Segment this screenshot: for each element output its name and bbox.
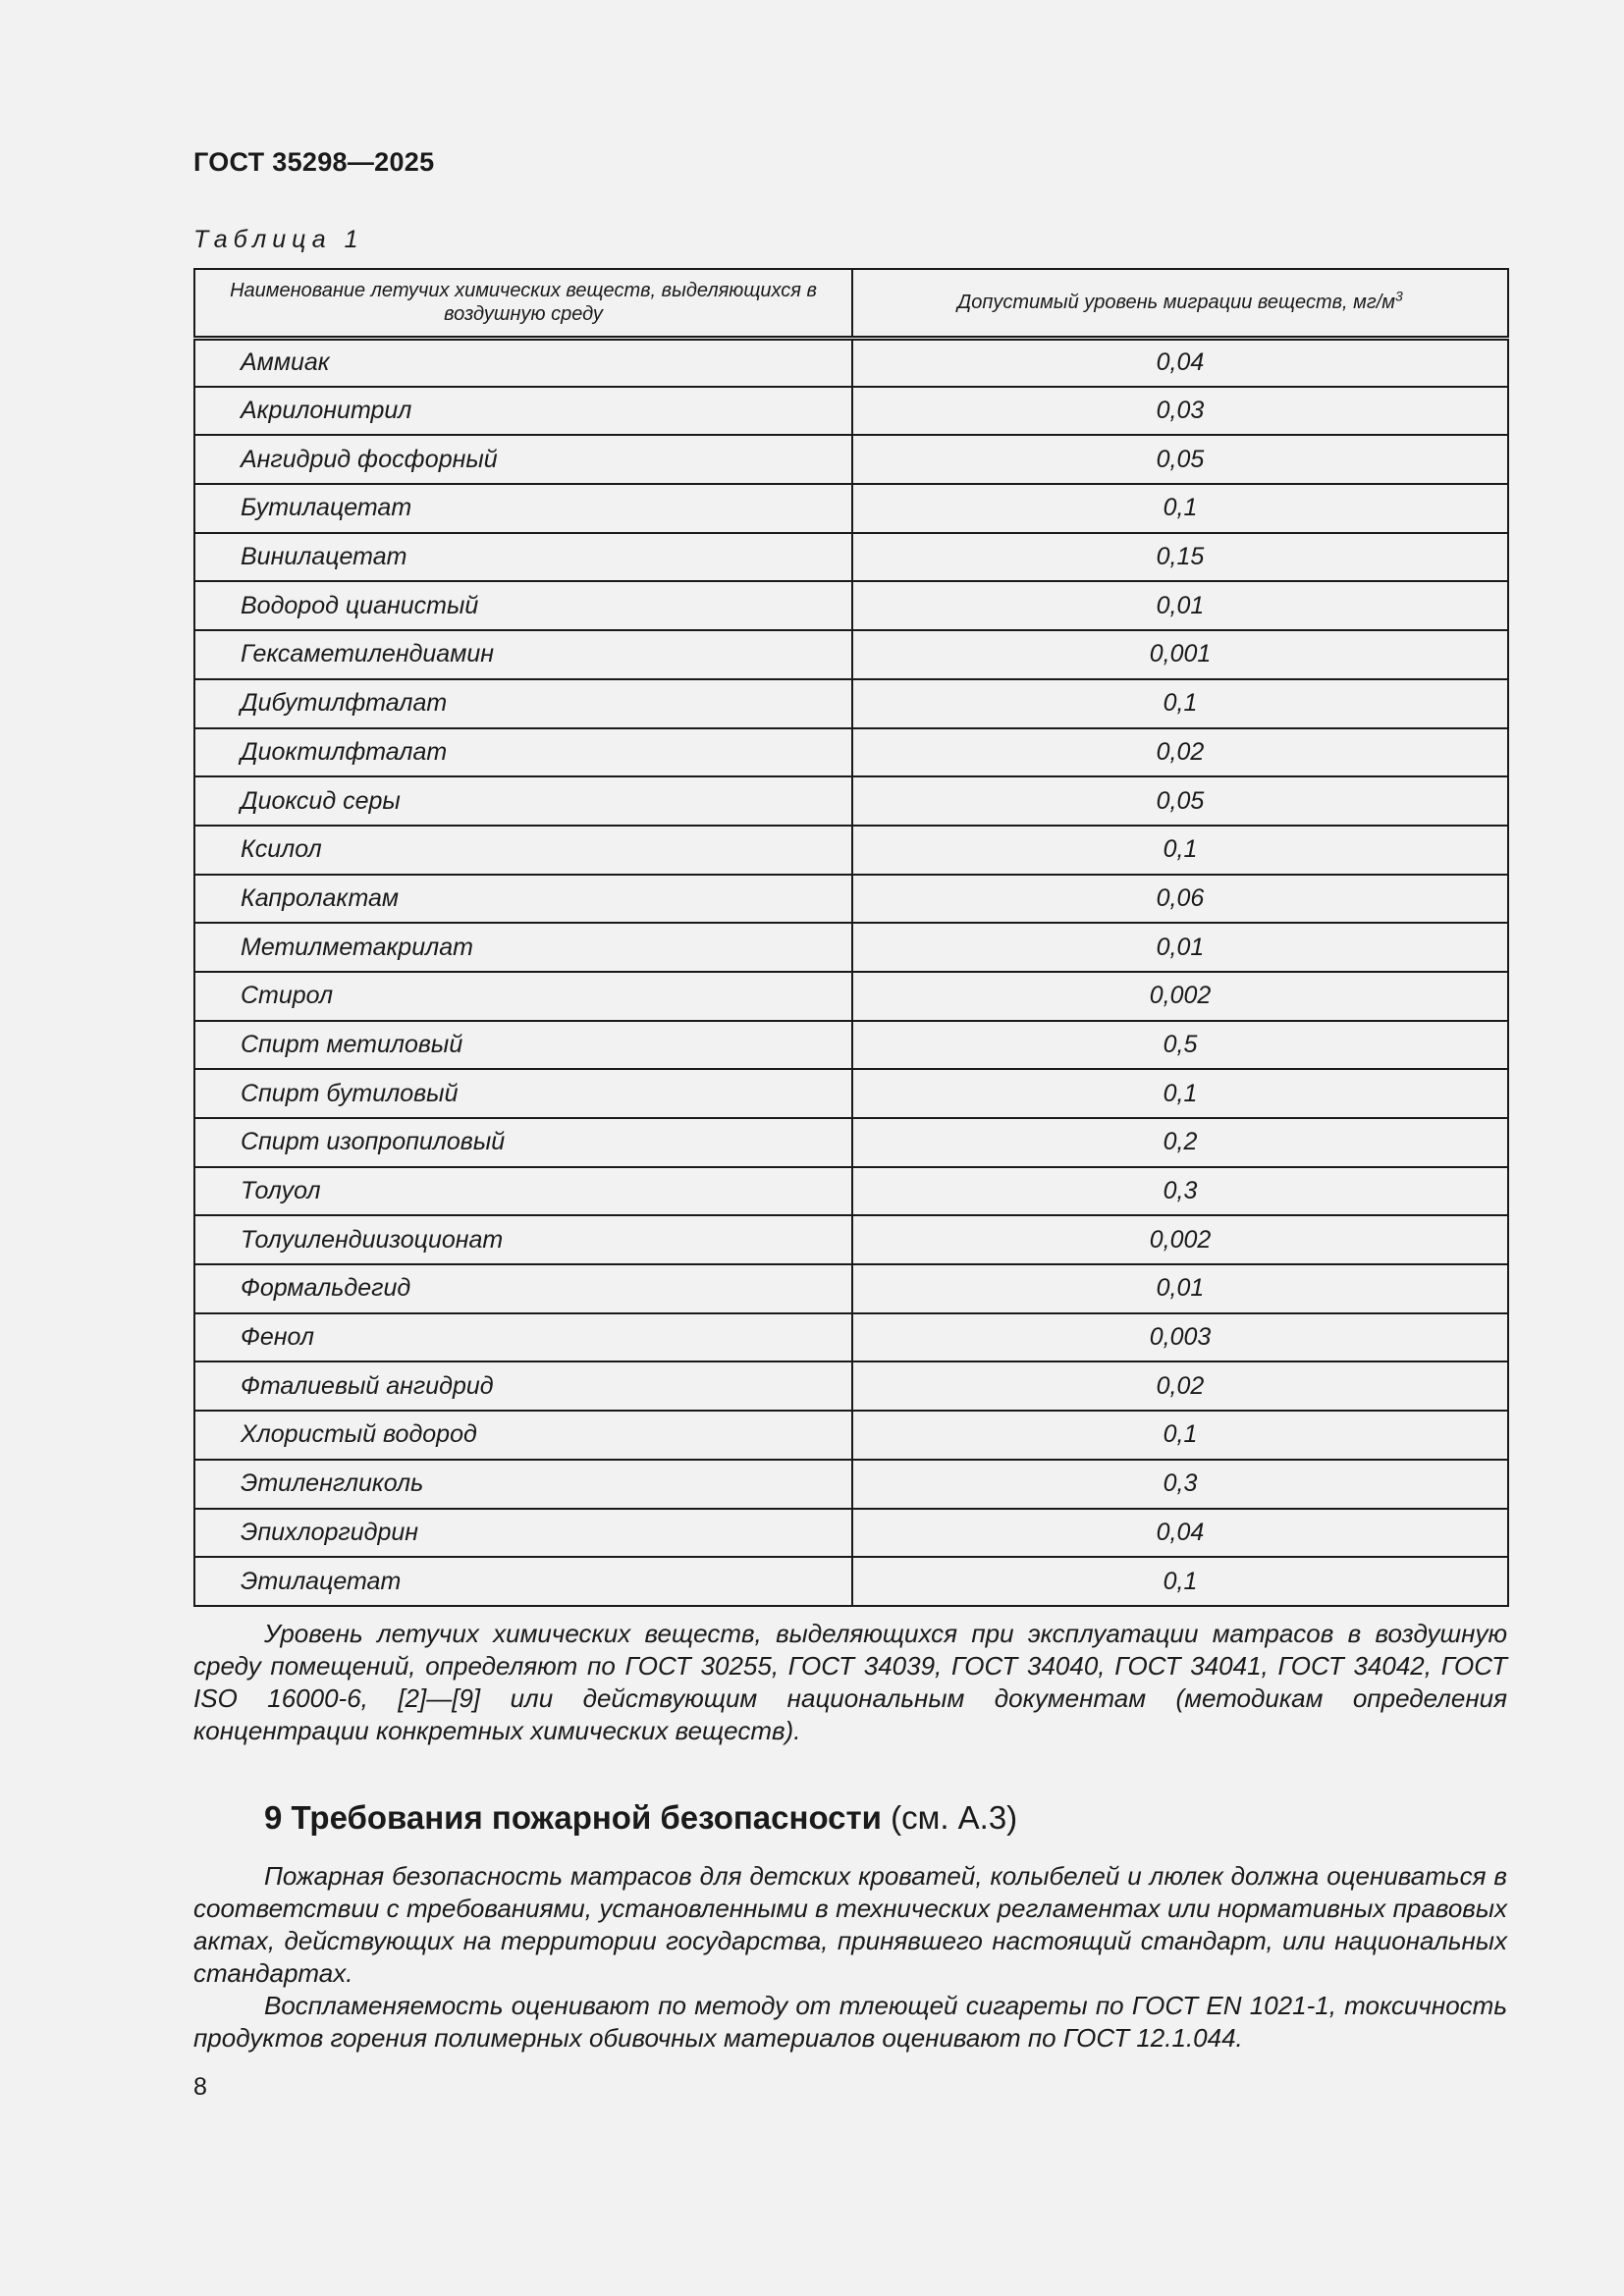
migration-level-cell: 0,02 (852, 1362, 1508, 1411)
substance-name-cell: Толуол (194, 1167, 852, 1216)
substance-name-cell: Этилацетат (194, 1557, 852, 1606)
table-row (194, 484, 1508, 533)
substance-name-cell: Толуилендиизоционат (194, 1215, 852, 1264)
migration-level-cell: 0,3 (852, 1460, 1508, 1509)
substance-name-cell: Ангидрид фосфорный (194, 435, 852, 484)
substance-name-cell: Капролактам (194, 875, 852, 924)
migration-level-cell: 0,002 (852, 1215, 1508, 1264)
table-row (194, 972, 1508, 1021)
table-row (194, 1021, 1508, 1070)
substance-name-cell: Диоксид серы (194, 776, 852, 826)
substance-name-cell: Акрилонитрил (194, 387, 852, 436)
migration-level-cell: 0,001 (852, 630, 1508, 679)
table-row (194, 1215, 1508, 1264)
substance-name-cell: Бутилацетат (194, 484, 852, 533)
table-body (194, 338, 1508, 1606)
table-row (194, 338, 1508, 387)
paragraph-fire-safety: Пожарная безопасность матрасов для детских кроватей, колыбелей и люлек должна оцениваться в соответствии с требованиями, установленными в технических регламентах или нормативных правовых актах, действующих на территории государства, принявшего настоящий стандарт, или национальных стандартах. (193, 1861, 1507, 1988)
migration-level-cell: 0,02 (852, 728, 1508, 777)
migration-level-cell: 0,1 (852, 484, 1508, 533)
table-row (194, 923, 1508, 972)
migration-level-cell: 0,1 (852, 679, 1508, 728)
table-row (194, 1460, 1508, 1509)
table-row (194, 1557, 1508, 1606)
substance-name-cell: Эпихлоргидрин (194, 1509, 852, 1558)
section-heading (264, 1799, 1017, 1837)
table-row (194, 728, 1508, 777)
paragraph-flammability: Воспламеняемость оценивают по методу от тлеющей сигареты по ГОСТ EN 1021-1, токсичность продуктов горения полимерных обивочных материалов оценивают по ГОСТ 12.1.044. (193, 1991, 1507, 2053)
substance-name-cell: Спирт изопропиловый (194, 1118, 852, 1167)
substance-name-cell: Аммиак (194, 338, 852, 387)
migration-level-cell: 0,1 (852, 1557, 1508, 1606)
substance-name-cell: Дибутилфталат (194, 679, 852, 728)
migration-level-cell: 0,2 (852, 1118, 1508, 1167)
migration-level-cell: 0,04 (852, 1509, 1508, 1558)
substance-name-cell: Формальдегид (194, 1264, 852, 1313)
substance-name-cell: Спирт метиловый (194, 1021, 852, 1070)
table-header-row (194, 269, 1508, 338)
migration-level-cell: 0,5 (852, 1021, 1508, 1070)
table-row (194, 533, 1508, 582)
substance-name-cell: Стирол (194, 972, 852, 1021)
table-row (194, 1509, 1508, 1558)
table-row (194, 875, 1508, 924)
migration-level-cell: 0,04 (852, 338, 1508, 387)
table-caption: Таблица 1 (193, 226, 364, 253)
migration-levels-table (193, 268, 1509, 1607)
migration-level-cell: 0,01 (852, 581, 1508, 630)
column-header-substance: Наименование летучих химических веществ, выделяющихся в воздушную среду (194, 269, 852, 338)
column-header-migration-level-text: Допустимый уровень миграции веществ, мг/м (957, 292, 1396, 314)
substance-name-cell: Гексаметилендиамин (194, 630, 852, 679)
migration-level-cell: 0,3 (852, 1167, 1508, 1216)
migration-level-cell: 0,01 (852, 1264, 1508, 1313)
substance-name-cell: Ксилол (194, 826, 852, 875)
migration-level-cell: 0,1 (852, 826, 1508, 875)
table-row (194, 387, 1508, 436)
substance-name-cell: Диоктилфталат (194, 728, 852, 777)
table-row (194, 630, 1508, 679)
substance-name-cell: Фенол (194, 1313, 852, 1362)
substance-name-cell: Фталиевый ангидрид (194, 1362, 852, 1411)
table-row (194, 1411, 1508, 1460)
substance-name-cell: Водород цианистый (194, 581, 852, 630)
table-row (194, 1118, 1508, 1167)
table-row (194, 1362, 1508, 1411)
table-row (194, 1313, 1508, 1362)
migration-level-cell: 0,01 (852, 923, 1508, 972)
section-reference: (см. А.3) (881, 1799, 1018, 1836)
table-row (194, 1264, 1508, 1313)
migration-level-cell: 0,15 (852, 533, 1508, 582)
table-row (194, 776, 1508, 826)
table-row (194, 1069, 1508, 1118)
migration-level-cell: 0,1 (852, 1411, 1508, 1460)
migration-level-cell: 0,05 (852, 435, 1508, 484)
table-row (194, 435, 1508, 484)
unit-superscript: 3 (1395, 288, 1403, 304)
substance-name-cell: Спирт бутиловый (194, 1069, 852, 1118)
table-row (194, 1167, 1508, 1216)
migration-level-cell: 0,1 (852, 1069, 1508, 1118)
migration-level-cell: 0,06 (852, 875, 1508, 924)
column-header-migration-level (852, 269, 1508, 338)
table-row (194, 826, 1508, 875)
page-number: 8 (193, 2073, 207, 2101)
substance-name-cell: Винилацетат (194, 533, 852, 582)
substance-name-cell: Метилметакрилат (194, 923, 852, 972)
migration-level-cell: 0,05 (852, 776, 1508, 826)
section-title: 9 Требования пожарной безопасности (264, 1799, 882, 1836)
migration-level-cell: 0,003 (852, 1313, 1508, 1362)
table-row (194, 581, 1508, 630)
substance-name-cell: Хлористый водород (194, 1411, 852, 1460)
paragraph-volatile-levels: Уровень летучих химических веществ, выделяющихся при эксплуатации матрасов в воздушную среду помещений, определяют по ГОСТ 30255, ГОСТ 34039, ГОСТ 34040, ГОСТ 34041, ГОСТ 34042, ГОСТ ISO 16000-6, [2]—[9] или действующим национальным документам (методикам определения концентрации конкретных химических веществ). (193, 1619, 1507, 1745)
document-code: ГОСТ 35298—2025 (193, 147, 435, 177)
migration-level-cell: 0,03 (852, 387, 1508, 436)
substance-name-cell: Этиленгликоль (194, 1460, 852, 1509)
table-row (194, 679, 1508, 728)
substances-table (193, 268, 1507, 1607)
migration-level-cell: 0,002 (852, 972, 1508, 1021)
